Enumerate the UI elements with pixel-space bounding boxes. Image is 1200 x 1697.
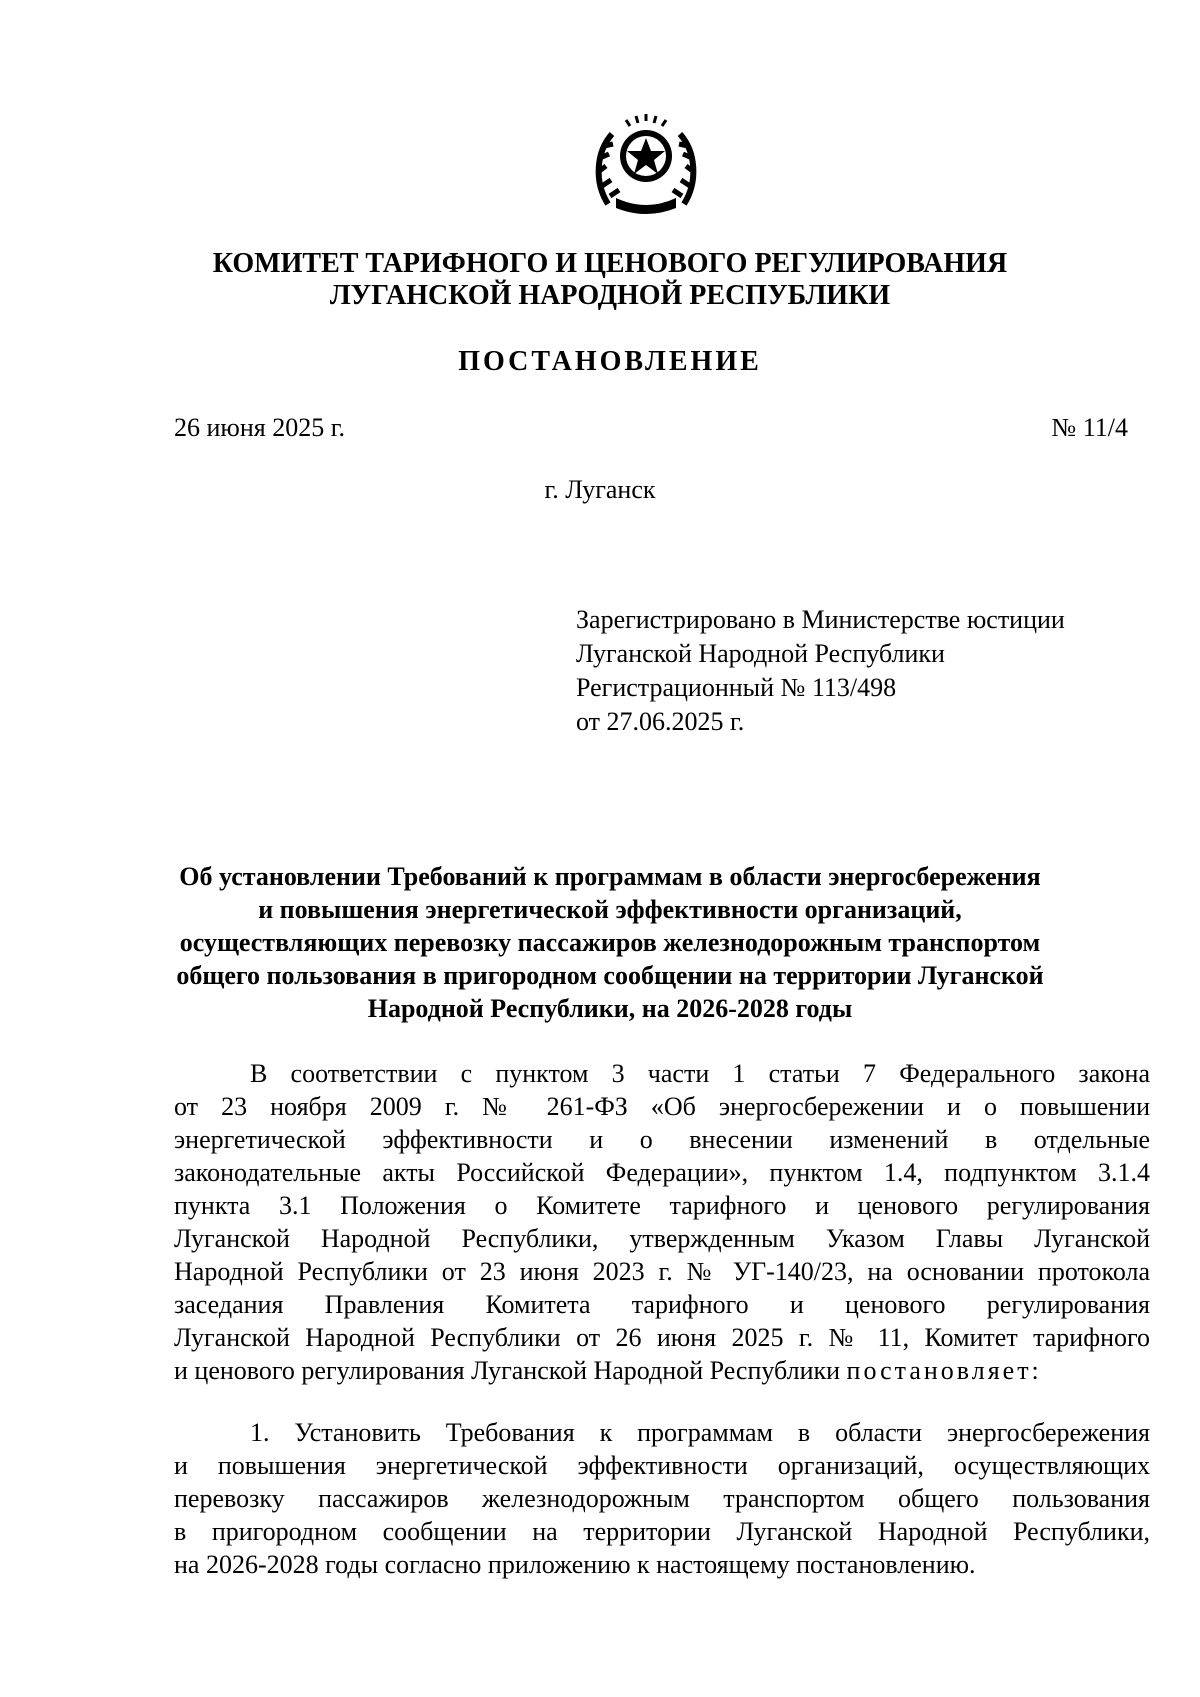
document-type: ПОСТАНОВЛЕНИЕ — [458, 346, 762, 377]
subject-line: общего пользования в пригородном сообщении на территории Луганской — [176, 961, 1044, 990]
item-1-paragraph — [174, 1416, 1150, 1581]
paragraph-line: и повышения энергетической эффективности организаций, осуществляющих — [174, 1451, 1150, 1480]
registration-line-3: Регистрационный № 113/498 — [576, 673, 897, 702]
paragraph-line: пункта 3.1 Положения о Комитете тарифного и ценового регулирования — [174, 1191, 1150, 1220]
paragraph-line: Народной Республики от 23 июня 2023 г. № УГ-140/23, на основании протокола — [174, 1257, 1150, 1286]
organization-name-line-2: ЛУГАНСКОЙ НАРОДНОЙ РЕСПУБЛИКИ — [329, 280, 891, 311]
document-date: 26 июня 2025 г. — [174, 413, 345, 442]
resolves-word: постановляет: — [846, 1356, 1042, 1385]
paragraph-line: на 2026-2028 годы согласно приложению к настоящему постановлению. — [174, 1550, 976, 1579]
paragraph-line — [174, 1354, 1150, 1387]
registration-line-1: Зарегистрировано в Министерстве юстиции — [576, 605, 1065, 634]
subject-line: и повышения энергетической эффективности организаций, — [258, 895, 962, 924]
preamble-paragraph — [174, 1057, 1150, 1387]
paragraph-line: в пригородном сообщении на территории Луганской Народной Республики, — [174, 1517, 1150, 1546]
document-number: № 11/4 — [1051, 413, 1128, 442]
registration-line-4: от 27.06.2025 г. — [576, 707, 745, 736]
subject-line: Об установлении Требований к программам в области энергосбережения — [179, 862, 1041, 891]
paragraph-line: В соответствии с пунктом 3 части 1 статьи 7 Федерального закона — [250, 1059, 1150, 1088]
subject-line: осуществляющих перевозку пассажиров железнодорожным транспортом — [179, 928, 1041, 957]
subject-line: Народной Республики, на 2026-2028 годы — [367, 994, 853, 1023]
paragraph-line: законодательные акты Российской Федерации», пунктом 1.4, подпунктом 3.1.4 — [174, 1158, 1150, 1187]
registration-line-2: Луганской Народной Республики — [576, 639, 945, 668]
preamble-last-text: и ценового регулирования Луганской Народной Республики — [174, 1356, 841, 1385]
document-city: г. Луганск — [544, 475, 656, 504]
paragraph-line: 1. Установить Требования к программам в области энергосбережения — [250, 1418, 1150, 1447]
organization-name-line-1: КОМИТЕТ ТАРИФНОГО И ЦЕНОВОГО РЕГУЛИРОВАНИЯ — [212, 248, 1008, 279]
paragraph-line: энергетической эффективности и о внесении изменений в отдельные — [174, 1125, 1150, 1154]
paragraph-line: Луганской Народной Республики, утвержденным Указом Главы Луганской — [174, 1224, 1150, 1253]
registration-stamp — [576, 603, 1065, 739]
document-subject — [160, 860, 1060, 1025]
paragraph-line: от 23 ноября 2009 г. № 261-ФЗ «Об энергосбережении и о повышении — [174, 1092, 1150, 1121]
paragraph-line: Луганской Народной Республики от 26 июня 2025 г. № 11, Комитет тарифного — [174, 1323, 1150, 1352]
state-emblem-icon — [588, 112, 704, 222]
organization-name — [160, 248, 1060, 312]
paragraph-line: заседания Правления Комитета тарифного и ценового регулирования — [174, 1290, 1150, 1319]
paragraph-line: перевозку пассажиров железнодорожным транспортом общего пользования — [174, 1484, 1150, 1513]
